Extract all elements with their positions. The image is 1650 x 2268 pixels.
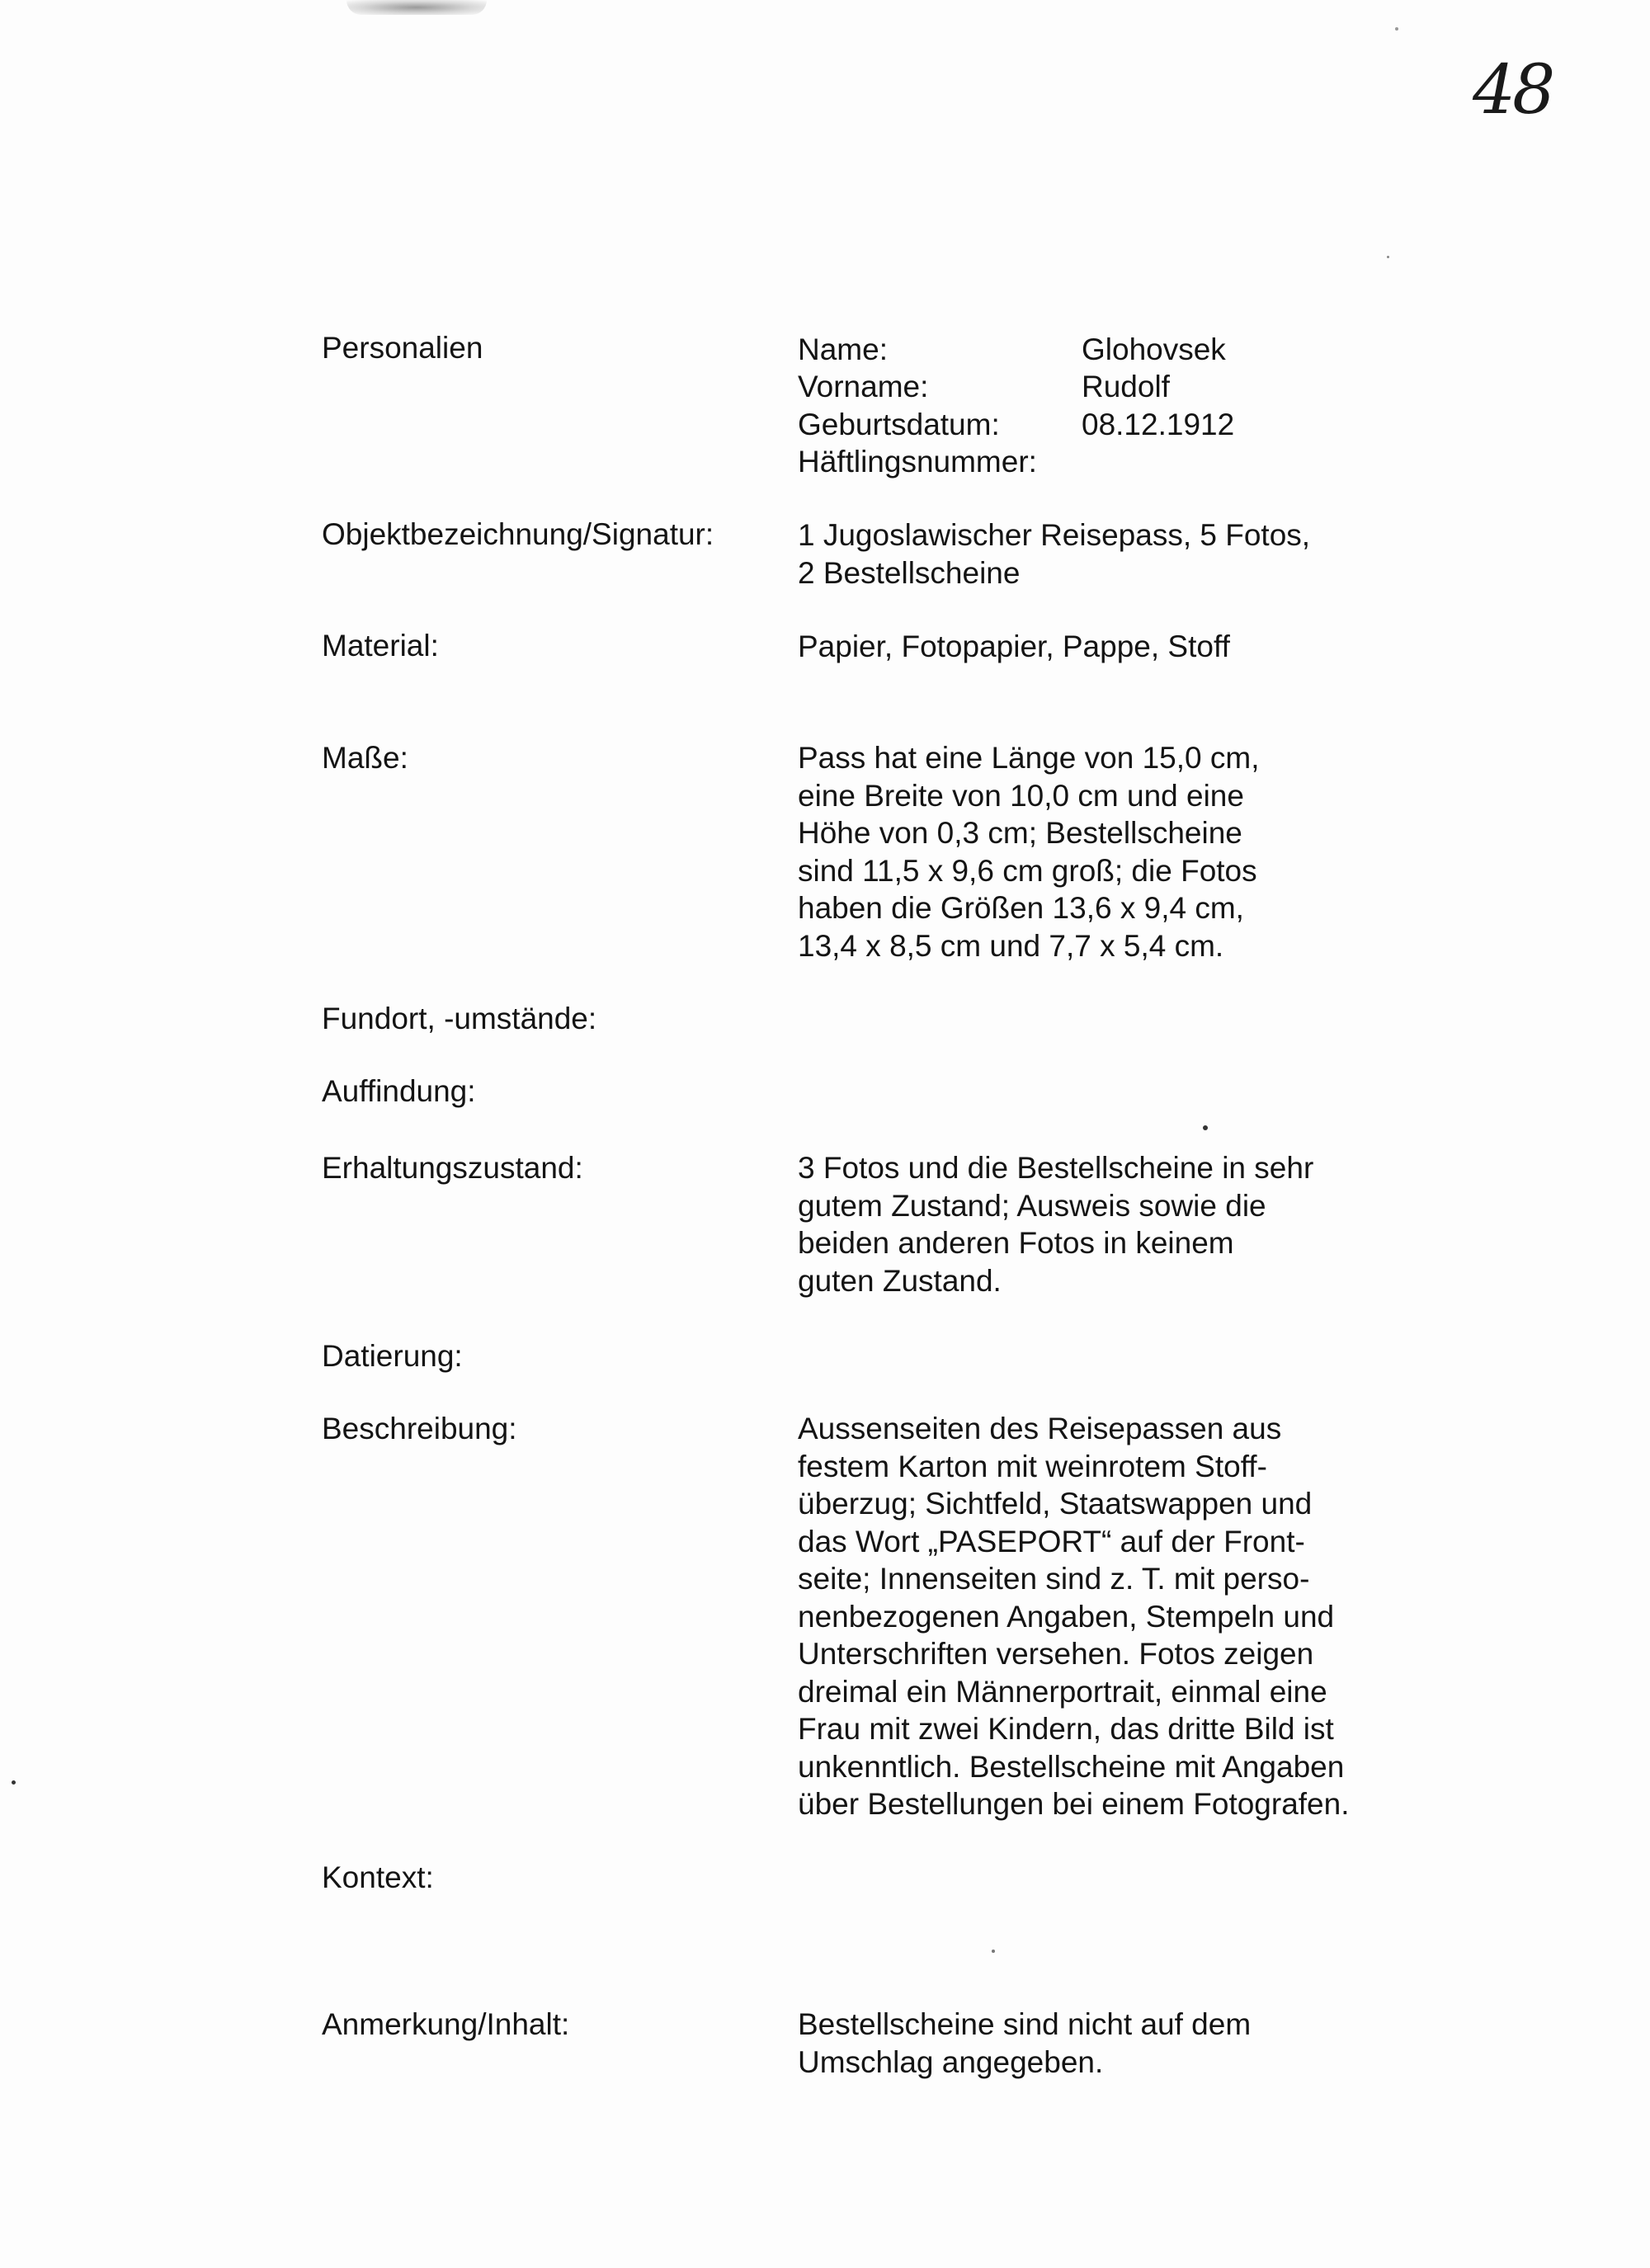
fundort-label: Fundort, -umstände:	[322, 1002, 597, 1035]
scan-speck	[12, 1780, 16, 1785]
masse-line: 13,4 x 8,5 cm und 7,7 x 5,4 cm.	[798, 928, 1224, 963]
erhaltung-line: 3 Fotos und die Bestellscheine in sehr	[798, 1151, 1314, 1185]
anmerkung-value	[798, 2006, 1458, 2081]
field-vorname-label: Vorname:	[798, 370, 929, 403]
beschreibung-line: das Wort „PASEPORT“ auf der Front-	[798, 1524, 1305, 1558]
erhaltung-label: Erhaltungszustand:	[322, 1151, 583, 1185]
material-value	[798, 628, 1458, 666]
erhaltung-line: guten Zustand.	[798, 1263, 1002, 1298]
field-geburtsdatum-value: 08.12.1912	[1082, 408, 1235, 441]
scan-speck	[1395, 27, 1398, 31]
auffindung-label: Auffindung:	[322, 1074, 476, 1108]
erhaltung-line: gutem Zustand; Ausweis sowie die	[798, 1188, 1266, 1223]
material-line: Papier, Fotopapier, Pappe, Stoff	[798, 629, 1230, 663]
field-geburtsdatum-label: Geburtsdatum:	[798, 408, 1000, 441]
material-label: Material:	[322, 629, 439, 662]
beschreibung-value	[798, 1410, 1458, 1823]
scan-speck	[1203, 1125, 1208, 1130]
handwritten-page-number: 48	[1473, 51, 1553, 130]
anmerkung-line: Umschlag angegeben.	[798, 2044, 1104, 2079]
erhaltung-value	[798, 1149, 1458, 1299]
field-name-label: Name:	[798, 332, 888, 366]
beschreibung-label: Beschreibung:	[322, 1412, 517, 1445]
scan-speck	[992, 1950, 995, 1953]
erhaltung-line: beiden anderen Fotos in keinem	[798, 1226, 1234, 1260]
objekt-line: 2 Bestellscheine	[798, 555, 1021, 590]
datierung-label: Datierung:	[322, 1339, 463, 1373]
scan-shadow	[346, 0, 487, 15]
beschreibung-line: seite; Innenseiten sind z. T. mit perso-	[798, 1562, 1310, 1596]
objekt-line: 1 Jugoslawischer Reisepass, 5 Fotos,	[798, 518, 1311, 552]
beschreibung-line: Frau mit zwei Kindern, das dritte Bild ist	[798, 1712, 1334, 1746]
field-name-value: Glohovsek	[1082, 332, 1226, 366]
beschreibung-line: überzug; Sichtfeld, Staatswappen und	[798, 1487, 1313, 1521]
masse-value	[798, 739, 1458, 964]
masse-line: sind 11,5 x 9,6 cm groß; die Fotos	[798, 853, 1257, 888]
beschreibung-line: nenbezogenen Angaben, Stempeln und	[798, 1599, 1335, 1634]
field-vorname-value: Rudolf	[1082, 370, 1170, 403]
masse-label: Maße:	[322, 741, 408, 775]
beschreibung-line: festem Karton mit weinrotem Stoff-	[798, 1449, 1267, 1483]
masse-line: Höhe von 0,3 cm; Bestellscheine	[798, 816, 1242, 850]
anmerkung-line: Bestellscheine sind nicht auf dem	[798, 2007, 1252, 2041]
kontext-label: Kontext:	[322, 1860, 434, 1894]
beschreibung-line: über Bestellungen bei einem Fotografen.	[798, 1787, 1350, 1821]
scan-speck	[1387, 256, 1389, 258]
masse-line: Pass hat eine Länge von 15,0 cm,	[798, 741, 1260, 775]
beschreibung-line: unkenntlich. Bestellscheine mit Angaben	[798, 1749, 1345, 1784]
masse-line: haben die Größen 13,6 x 9,4 cm,	[798, 891, 1244, 925]
objekt-value	[798, 516, 1458, 592]
anmerkung-label: Anmerkung/Inhalt:	[322, 2007, 570, 2041]
objekt-label: Objektbezeichnung/Signatur:	[322, 517, 714, 551]
field-haeftlingsnummer-label: Häftlingsnummer:	[798, 445, 1037, 479]
masse-line: eine Breite von 10,0 cm und eine	[798, 778, 1244, 813]
beschreibung-line: Unterschriften versehen. Fotos zeigen	[798, 1637, 1314, 1671]
beschreibung-line: dreimal ein Männerportrait, einmal eine	[798, 1674, 1327, 1709]
personalien-label: Personalien	[322, 331, 483, 365]
beschreibung-line: Aussenseiten des Reisepassen aus	[798, 1412, 1282, 1445]
